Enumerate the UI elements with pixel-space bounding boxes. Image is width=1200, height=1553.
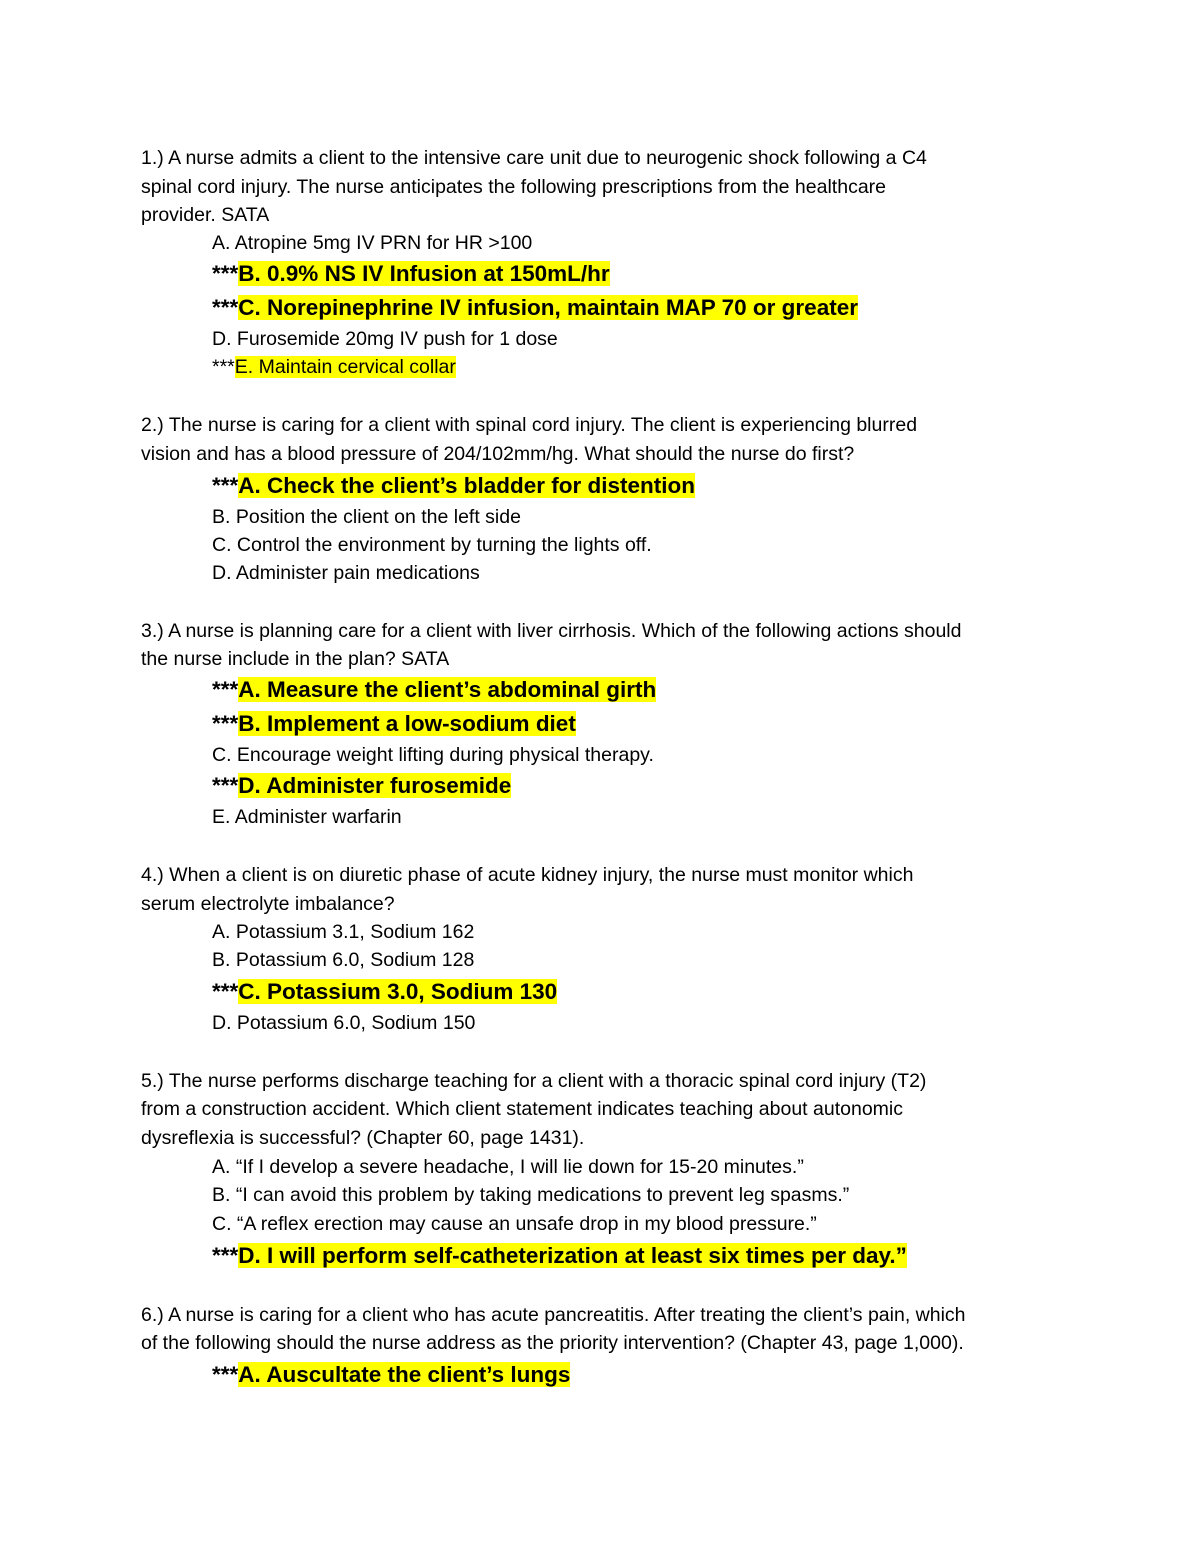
option-2d [212, 561, 480, 585]
highlighted-answer: D. Administer furosemide [238, 773, 512, 798]
question-5-line-2: from a construction accident. Which client statement indicates teaching about autonomic [141, 1098, 903, 1120]
question-2-line-1: 2.) The nurse is caring for a client with spinal cord injury. The client is experiencing blurred [141, 414, 918, 436]
option-6a-correct [212, 1360, 570, 1390]
option-4b [212, 948, 474, 972]
option-1a [212, 231, 532, 255]
option-3b-correct [212, 709, 576, 739]
question-5-line-3: dysreflexia is successful? (Chapter 60, page 1431). [141, 1127, 585, 1149]
option-3d-correct [212, 771, 511, 801]
question-4-line-1: 4.) When a client is on diuretic phase of acute kidney injury, the nurse must monitor which [141, 864, 914, 886]
highlighted-answer: C. Norepinephrine IV infusion, maintain MAP 70 or greater [238, 295, 858, 320]
question-2-line-2: vision and has a blood pressure of 204/102mm/hg. What should the nurse do first? [141, 443, 855, 465]
question-1-line-3: provider. SATA [141, 204, 270, 226]
correct-marker: *** [212, 711, 239, 736]
option-5b [212, 1183, 849, 1207]
question-5-line-1: 5.) The nurse performs discharge teaching for a client with a thoracic spinal cord injury (T2) [141, 1070, 927, 1092]
option-text: C. “A reflex erection may cause an unsafe drop in my blood pressure.” [212, 1213, 817, 1235]
question-6-line-2: of the following should the nurse address as the priority intervention? (Chapter 43, page 1,000). [141, 1332, 964, 1354]
option-3c [212, 743, 654, 767]
option-4d [212, 1011, 475, 1035]
correct-marker: *** [212, 979, 239, 1004]
correct-marker: *** [212, 295, 239, 320]
correct-marker: *** [212, 473, 239, 498]
correct-marker: *** [212, 1243, 239, 1268]
option-text: D. Administer pain medications [212, 562, 480, 584]
option-text: B. “I can avoid this problem by taking medications to prevent leg spasms.” [212, 1184, 850, 1206]
highlighted-answer: A. Check the client’s bladder for distention [238, 473, 696, 498]
option-5a [212, 1155, 804, 1179]
option-1e-correct [212, 354, 456, 380]
question-4-line-2: serum electrolyte imbalance? [141, 893, 395, 915]
option-1b-correct [212, 259, 610, 289]
option-text: A. Atropine 5mg IV PRN for HR >100 [212, 232, 533, 254]
question-3-line-1: 3.) A nurse is planning care for a client with liver cirrhosis. Which of the following actions should [141, 620, 962, 642]
highlighted-answer: C. Potassium 3.0, Sodium 130 [238, 979, 558, 1004]
correct-marker: *** [212, 261, 239, 286]
option-4c-correct [212, 977, 557, 1007]
question-3-line-2: the nurse include in the plan? SATA [141, 648, 450, 670]
option-text: B. Potassium 6.0, Sodium 128 [212, 949, 475, 971]
highlighted-answer: D. I will perform self-catheterization at least six times per day.” [238, 1243, 907, 1268]
question-1-line-1: 1.) A nurse admits a client to the intensive care unit due to neurogenic shock following a C4 [141, 147, 927, 169]
highlighted-answer: E. Maintain cervical collar [234, 356, 456, 378]
option-text: A. “If I develop a severe headache, I will lie down for 15-20 minutes.” [212, 1156, 804, 1178]
option-text: C. Control the environment by turning the lights off. [212, 534, 652, 556]
option-1c-correct [212, 293, 858, 323]
option-3a-correct [212, 675, 656, 705]
option-text: E. Administer warfarin [212, 806, 402, 828]
correct-marker: *** [212, 356, 235, 378]
option-text: D. Potassium 6.0, Sodium 150 [212, 1012, 476, 1034]
question-6-line-1: 6.) A nurse is caring for a client who has acute pancreatitis. After treating the client’s pain, which [141, 1304, 966, 1326]
correct-marker: *** [212, 773, 239, 798]
option-text: A. Potassium 3.1, Sodium 162 [212, 921, 475, 943]
correct-marker: *** [212, 1362, 239, 1387]
option-text: D. Furosemide 20mg IV push for 1 dose [212, 328, 558, 350]
option-text: C. Encourage weight lifting during physical therapy. [212, 744, 654, 766]
option-2a-correct [212, 471, 695, 501]
option-5c [212, 1212, 817, 1236]
highlighted-answer: A. Auscultate the client’s lungs [238, 1362, 571, 1387]
option-4a [212, 920, 474, 944]
highlighted-answer: B. 0.9% NS IV Infusion at 150mL/hr [238, 261, 610, 286]
option-3e [212, 805, 402, 829]
highlighted-answer: A. Measure the client’s abdominal girth [238, 677, 657, 702]
option-2c [212, 533, 652, 557]
option-text: B. Position the client on the left side [212, 506, 521, 528]
question-1-line-2: spinal cord injury. The nurse anticipates the following prescriptions from the healthcare [141, 176, 886, 198]
option-2b [212, 505, 521, 529]
option-1d [212, 327, 558, 351]
highlighted-answer: B. Implement a low-sodium diet [238, 711, 576, 736]
correct-marker: *** [212, 677, 239, 702]
option-5d-correct [212, 1241, 907, 1271]
